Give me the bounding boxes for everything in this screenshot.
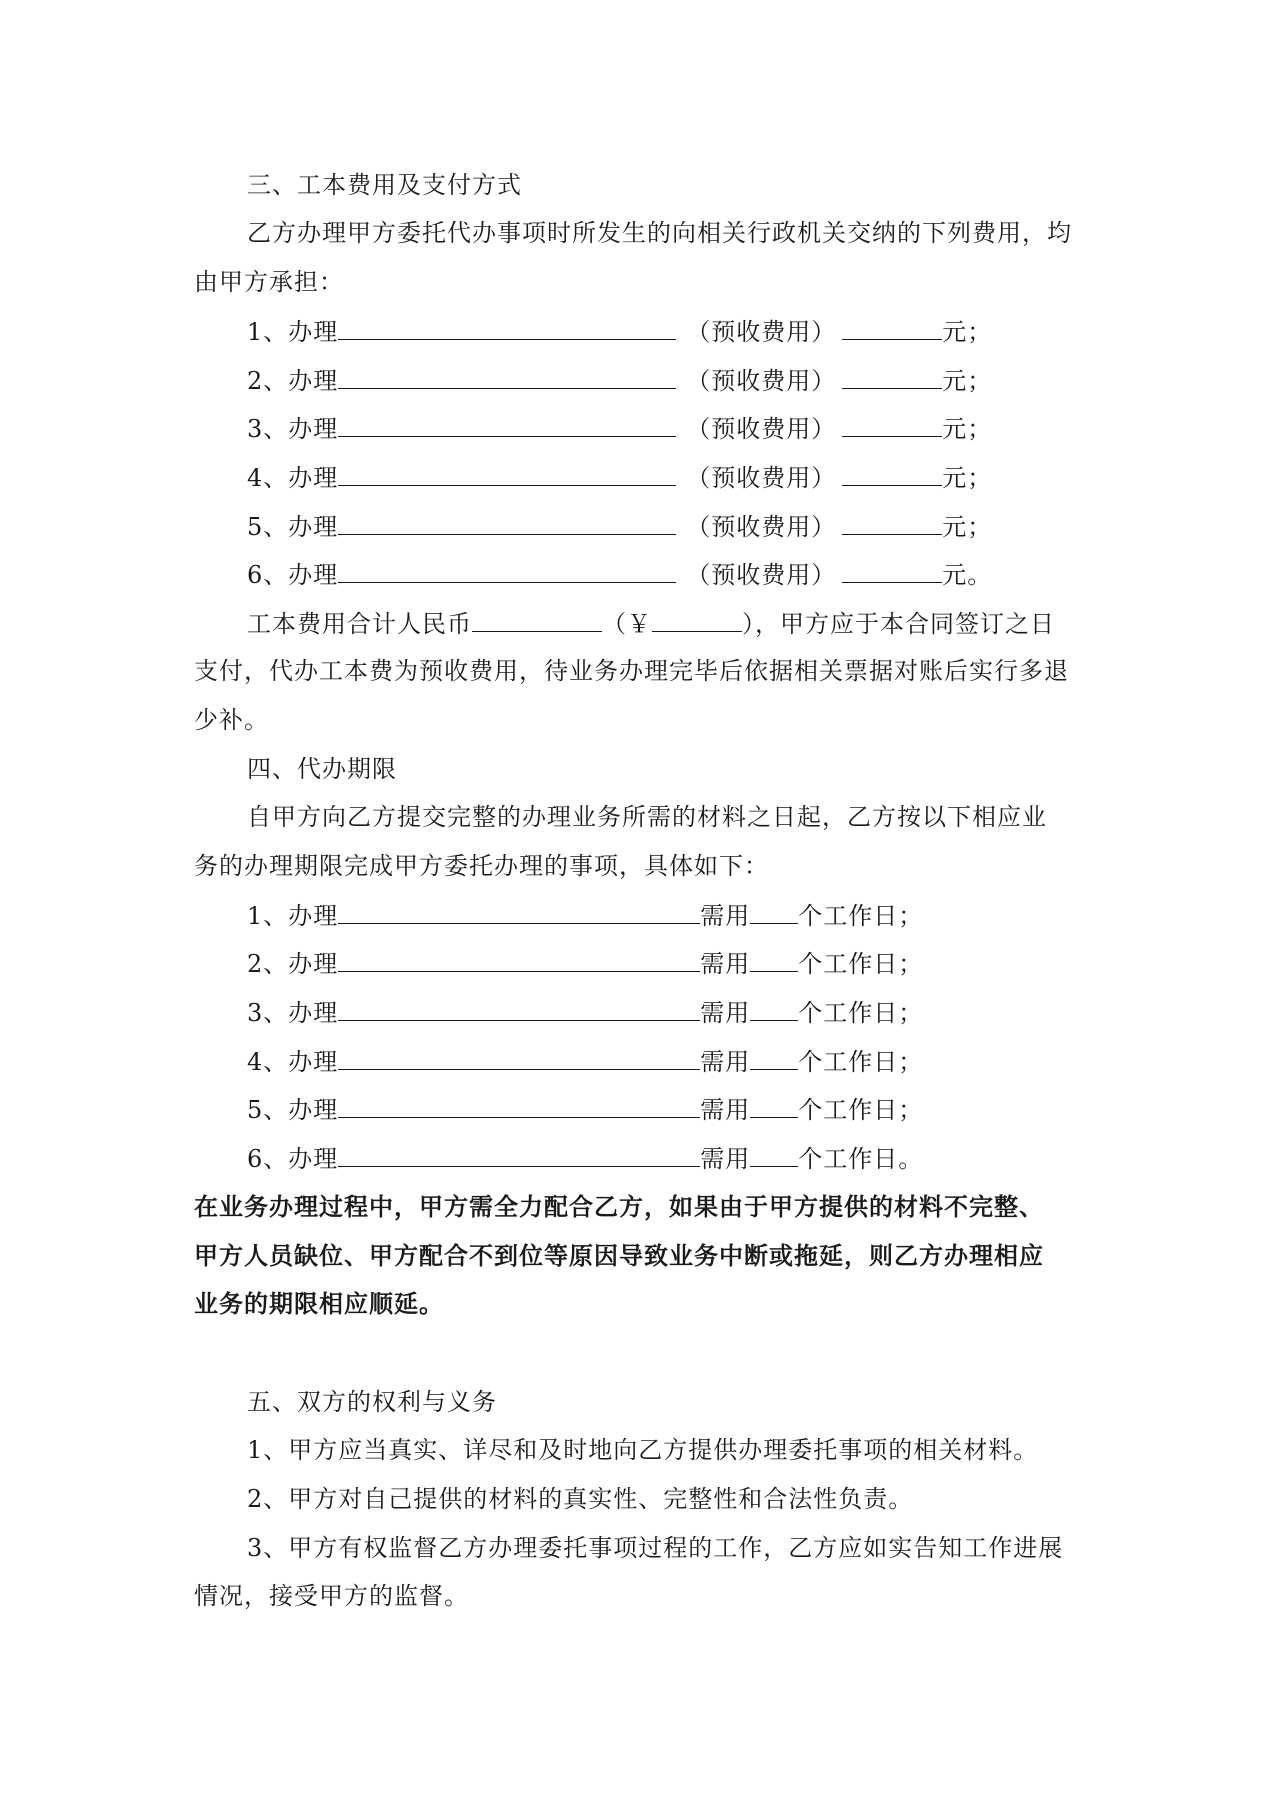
period-item-days-blank [750, 897, 798, 924]
period-item [247, 1091, 923, 1127]
fee-item [247, 556, 992, 592]
period-item-name-blank [338, 994, 700, 1021]
fee-item-number: 2、办理 [247, 367, 339, 395]
fee-total-yuan: （￥ [602, 610, 652, 638]
fee-item-number: 3、办理 [247, 415, 339, 443]
period-item-number: 5、办理 [247, 1096, 339, 1124]
section5-item1: 1、甲方应当真实、详尽和及时地向乙方提供办理委托事项的相关材料。 [247, 1436, 1039, 1464]
period-item-need: 需用 [700, 1048, 751, 1076]
fee-item-name-blank [338, 313, 676, 340]
section3-heading: 三、工本费用及支付方式 [247, 171, 522, 199]
period-item-number: 3、办理 [247, 999, 339, 1027]
fee-item-amount-blank [842, 410, 942, 437]
period-item-end: 个工作日； [798, 902, 924, 930]
fee-total-amount-blank [652, 605, 742, 632]
period-item-name-blank [338, 945, 700, 972]
period-item [247, 1140, 923, 1176]
fee-total-line [247, 605, 1055, 641]
section5-heading: 五、双方的权利与义务 [247, 1388, 497, 1416]
section3-intro-line1: 乙方办理甲方委托代办事项时所发生的向相关行政机关交纳的下列费用，均 [247, 219, 1072, 247]
fee-item-amount-blank [842, 459, 942, 486]
fee-item-number: 4、办理 [247, 464, 339, 492]
period-item-need: 需用 [700, 999, 751, 1027]
fee-item [247, 362, 992, 398]
period-item-end: 个工作日。 [798, 1145, 924, 1173]
fee-item-amount-blank [842, 508, 942, 535]
fee-item-name-blank [338, 556, 676, 583]
period-item [247, 945, 923, 981]
fee-item [247, 313, 992, 349]
period-item-end: 个工作日； [798, 950, 924, 978]
cooperation-clause-line3: 业务的期限相应顺延。 [194, 1289, 444, 1318]
fee-item-name-blank [338, 508, 676, 535]
period-item-end: 个工作日； [798, 999, 924, 1027]
fee-total-close: ），甲方应于本合同签订之日 [742, 610, 1055, 638]
period-item-need: 需用 [700, 902, 751, 930]
period-item-days-blank [750, 994, 798, 1021]
fee-item-amount-blank [842, 556, 942, 583]
fee-item [247, 508, 992, 544]
period-item-need: 需用 [700, 1145, 751, 1173]
fee-item-number: 1、办理 [247, 318, 339, 346]
cooperation-clause-line2: 甲方人员缺位、甲方配合不到位等原因导致业务中断或拖延，则乙方办理相应 [194, 1241, 1044, 1270]
fee-item-number: 6、办理 [247, 561, 339, 589]
period-item-number: 6、办理 [247, 1145, 339, 1173]
section5-item3-line1: 3、甲方有权监督乙方办理委托事项过程的工作，乙方应如实告知工作进展 [247, 1534, 1064, 1562]
fee-item-name-blank [338, 410, 676, 437]
period-item-days-blank [750, 1140, 798, 1167]
cooperation-clause-line1: 在业务办理过程中，甲方需全力配合乙方，如果由于甲方提供的材料不完整、 [194, 1192, 1044, 1221]
fee-item-end: 元； [942, 464, 993, 492]
section4-intro-line2: 务的办理期限完成甲方委托办理的事项，具体如下： [194, 852, 769, 880]
period-item-end: 个工作日； [798, 1048, 924, 1076]
fee-item-prefee: （预收费用） [686, 464, 837, 492]
fee-item-name-blank [338, 459, 676, 486]
period-item-need: 需用 [700, 1096, 751, 1124]
section4-heading: 四、代办期限 [247, 755, 397, 783]
fee-item-end: 元； [942, 415, 993, 443]
period-item-end: 个工作日； [798, 1096, 924, 1124]
section5-item2: 2、甲方对自己提供的材料的真实性、完整性和合法性负责。 [247, 1485, 914, 1513]
period-item-name-blank [338, 1140, 700, 1167]
fee-item-prefee: （预收费用） [686, 367, 837, 395]
fee-total-prefix: 工本费用合计人民币 [247, 610, 472, 638]
fee-item-prefee: （预收费用） [686, 415, 837, 443]
period-item-number: 2、办理 [247, 950, 339, 978]
fee-item-prefee: （预收费用） [686, 318, 837, 346]
period-item-number: 1、办理 [247, 902, 339, 930]
period-item-days-blank [750, 1043, 798, 1070]
period-item-name-blank [338, 897, 700, 924]
fee-item-prefee: （预收费用） [686, 513, 837, 541]
fee-total-blank [472, 605, 602, 632]
section3-intro-line2: 由甲方承担： [194, 268, 344, 296]
fee-item-number: 5、办理 [247, 513, 339, 541]
period-item-days-blank [750, 1091, 798, 1118]
period-item [247, 1043, 923, 1079]
section5-item3-line2: 情况，接受甲方的监督。 [194, 1582, 469, 1610]
period-item-need: 需用 [700, 950, 751, 978]
fee-total-line2: 支付，代办工本费为预收费用，待业务办理完毕后依据相关票据对账后实行多退 [194, 657, 1069, 685]
period-item-number: 4、办理 [247, 1048, 339, 1076]
fee-item [247, 410, 992, 446]
period-item-name-blank [338, 1091, 700, 1118]
fee-total-line3: 少补。 [194, 706, 269, 734]
period-item [247, 994, 923, 1030]
fee-item-end: 元； [942, 367, 993, 395]
period-item-days-blank [750, 945, 798, 972]
fee-item-name-blank [338, 362, 676, 389]
fee-item-amount-blank [842, 362, 942, 389]
fee-item-amount-blank [842, 313, 942, 340]
fee-item-end: 元； [942, 513, 993, 541]
section4-intro-line1: 自甲方向乙方提交完整的办理业务所需的材料之日起，乙方按以下相应业 [247, 803, 1047, 831]
period-item [247, 897, 923, 933]
period-item-name-blank [338, 1043, 700, 1070]
fee-item-end: 元； [942, 318, 993, 346]
fee-item-end: 元。 [942, 561, 993, 589]
fee-item [247, 459, 992, 495]
fee-item-prefee: （预收费用） [686, 561, 837, 589]
